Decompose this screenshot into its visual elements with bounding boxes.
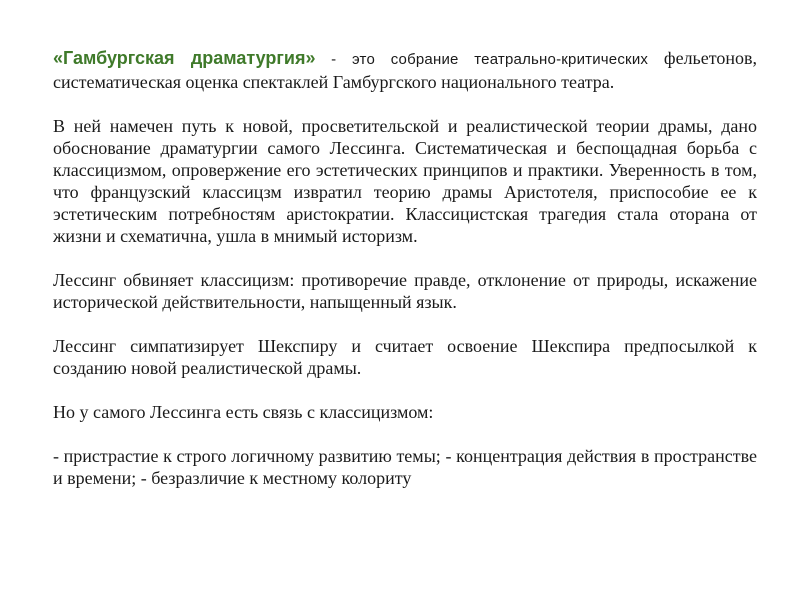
paragraph-accusation: Лессинг обвиняет классицизм: противоречие правде, отклонение от природы, искажение исторической действительности, напыщенный язык.: [53, 270, 757, 312]
paragraph-features-list: - пристрастие к строго логичному развитию темы; - концентрация действия в пространстве и времени; - безразличие к местному колориту: [53, 446, 757, 488]
paragraph-classicism-link: Но у самого Лессинга есть связь с классицизмом:: [53, 402, 434, 422]
paragraph-shakespeare: Лессинг симпатизирует Шекспиру и считает освоение Шекспира предпосылкой к созданию новой реалистической драмы.: [53, 336, 757, 378]
intro-paragraph: [53, 47, 757, 93]
intro-continuation: фельетонов, систематическая оценка спектаклей Гамбургского национального театра.: [53, 48, 758, 92]
paragraph-theory: В ней намечен путь к новой, просветительской и реалистической теории драмы, дано обоснование драматургии самого Лессинга. Систематическая и беспощадная борьба с классицизмом, опровержение его эстетических принципов и практики. Уверенность в том, что французский классицзм извратил теорию драмы Аристотеля, приспособие ее к эстетическим потребностям аристократии. Классицистская трагедия стала оторана от жизни и схематична, ушла в мнимый историзм.: [53, 116, 757, 246]
slide-text-block: [53, 47, 757, 489]
work-title: «Гамбургская драматургия»: [53, 48, 316, 68]
intro-first-line: - это собрание театрально-критических: [315, 51, 649, 68]
